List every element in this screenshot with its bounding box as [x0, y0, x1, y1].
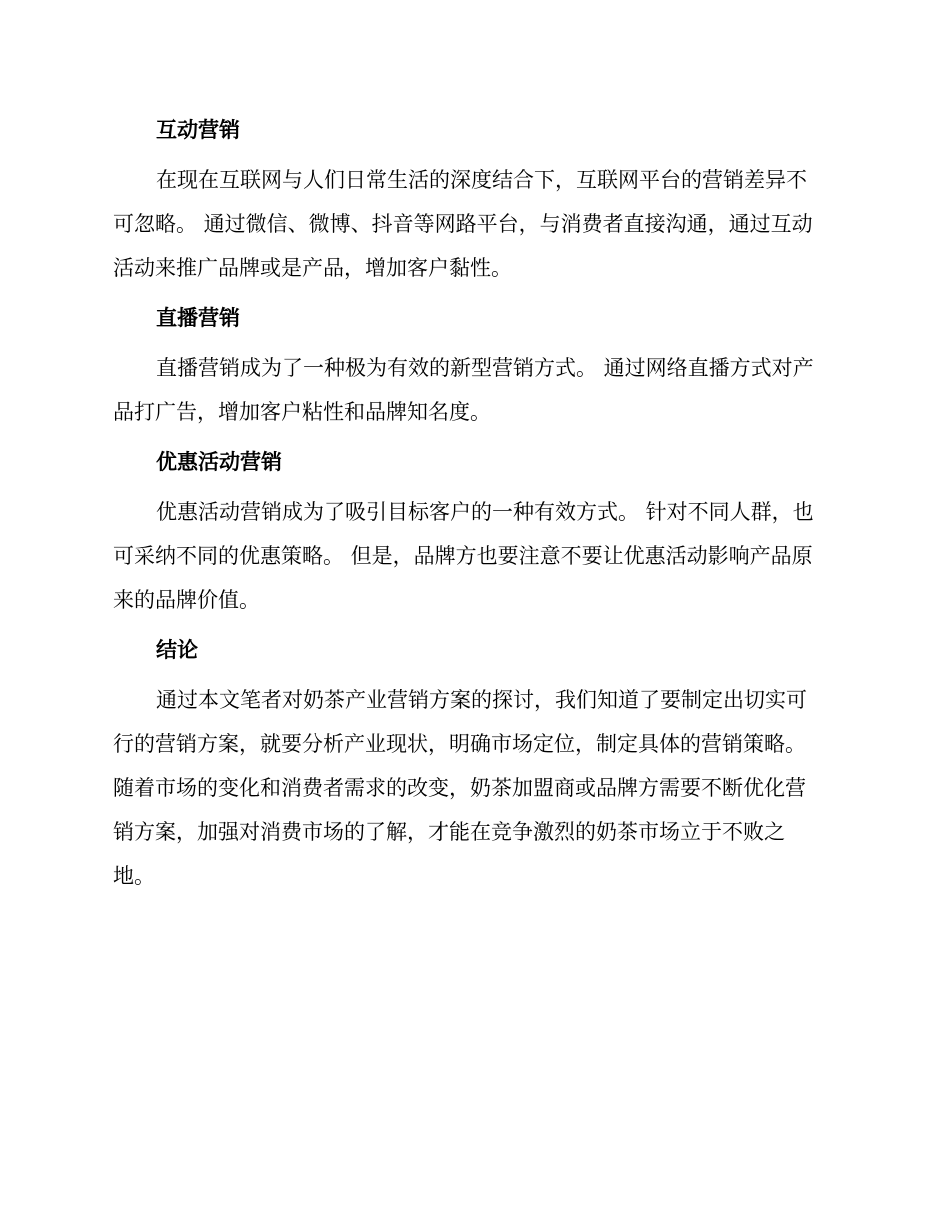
paragraph-line: 优惠活动营销成为了吸引目标客户的一种有效方式。 针对不同人群，也: [156, 500, 814, 524]
paragraph-line: 可采纳不同的优惠策略。 但是，品牌方也要注意不要让优惠活动影响产品原: [113, 544, 813, 568]
paragraph-line: 通过本文笔者对奶茶产业营销方案的探讨，我们知道了要制定出切实可: [156, 688, 807, 712]
paragraph-line: 可忽略。 通过微信、微博、抖音等网路平台，与消费者直接沟通，通过互动: [113, 212, 813, 236]
section-paragraph: [113, 678, 841, 898]
section-paragraph: [113, 490, 841, 622]
paragraph-line: 随着市场的变化和消费者需求的改变，奶茶加盟商或品牌方需要不断优化营: [113, 776, 806, 800]
document-content: [113, 108, 841, 898]
paragraph-line: 品打广告，增加客户粘性和品牌知名度。: [113, 400, 491, 424]
section-interactive-marketing: [113, 108, 841, 290]
paragraph-line: 地。: [113, 864, 155, 888]
section-paragraph: [113, 158, 841, 290]
section-conclusion: [113, 628, 841, 898]
paragraph-line: 活动来推广品牌或是产品，增加客户黏性。: [113, 256, 512, 280]
paragraph-line: 行的营销方案，就要分析产业现状，明确市场定位，制定具体的营销策略。: [113, 732, 806, 756]
section-heading: 直播营销: [156, 306, 240, 330]
section-heading: 优惠活动营销: [156, 450, 282, 474]
paragraph-line: 在现在互联网与人们日常生活的深度结合下，互联网平台的营销差异不: [156, 168, 807, 192]
paragraph-line: 销方案，加强对消费市场的了解，才能在竞争激烈的奶茶市场立于不败之: [113, 820, 785, 844]
section-heading: 结论: [156, 638, 198, 662]
section-heading: 互动营销: [156, 118, 240, 142]
section-promotion-marketing: [113, 440, 841, 622]
section-livestream-marketing: [113, 296, 841, 434]
paragraph-line: 来的品牌价值。: [113, 588, 260, 612]
paragraph-line: 直播营销成为了一种极为有效的新型营销方式。 通过网络直播方式对产: [156, 356, 814, 380]
section-paragraph: [113, 346, 841, 434]
